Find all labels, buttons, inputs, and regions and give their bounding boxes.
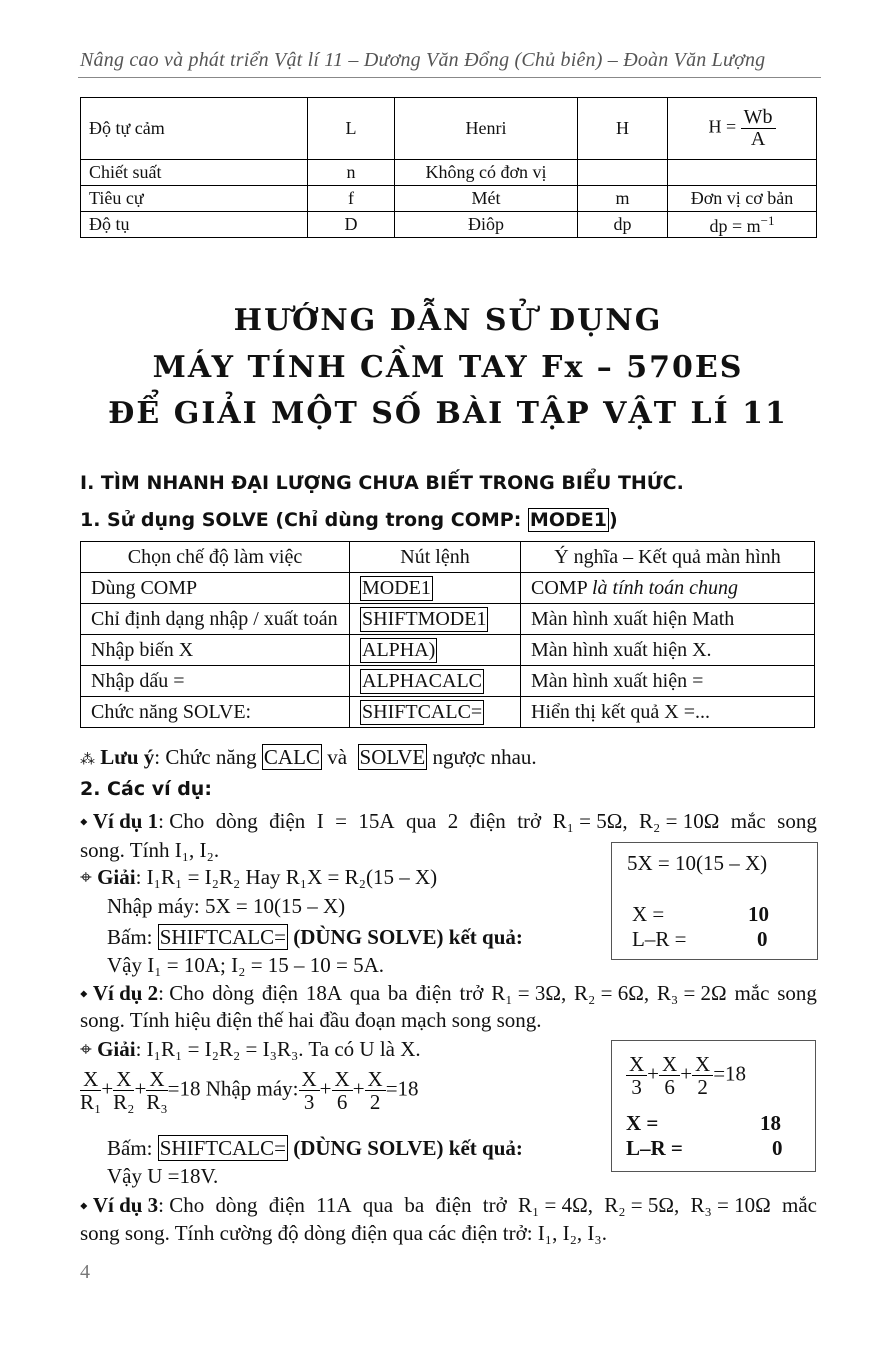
table-cell: Độ tự cảm <box>81 98 308 160</box>
word: = <box>335 809 347 833</box>
screen-lr-value: 0 <box>757 927 768 951</box>
example-label-text: Ví dụ 3 <box>92 1193 159 1217</box>
result-text: Màn hình xuất hiện X. <box>531 638 712 661</box>
denominator: R₂ <box>113 1090 135 1115</box>
numerator: X <box>626 1053 647 1076</box>
numerator: X <box>80 1068 101 1091</box>
numerator: X <box>113 1068 134 1091</box>
column-header: Nút lệnh <box>350 542 521 573</box>
key-cell <box>350 635 521 666</box>
word: qua <box>405 809 437 833</box>
example-2-line-2: song. Tính hiệu điện thế hai đầu đoạn mạch song song. <box>80 1008 542 1032</box>
fraction <box>741 107 776 150</box>
fraction <box>80 1068 101 1113</box>
press-text: (DÙNG SOLVE) kết quả: <box>287 925 523 949</box>
solution-label: Giải <box>97 865 136 889</box>
table-header-row <box>81 542 815 573</box>
word: 2 <box>447 809 459 833</box>
mode-cell: Chức năng SOLVE: <box>81 697 350 728</box>
screen-expression <box>626 1053 746 1098</box>
header-divider <box>78 77 821 78</box>
word: mắc <box>734 981 770 1005</box>
fraction <box>113 1068 134 1113</box>
example-2-solution <box>80 1039 421 1060</box>
word: dòng <box>215 1193 258 1217</box>
table-cell <box>668 212 817 238</box>
key-sequence: SHIFTMODE1 <box>362 607 487 630</box>
asterism-icon: ⁂ <box>80 752 95 768</box>
calculator-screen-2 <box>611 1040 816 1172</box>
word: dòng <box>215 809 258 833</box>
example-1-line-1 <box>80 811 817 832</box>
result-cell <box>521 635 815 666</box>
word: R₁ = 4Ω, <box>517 1193 593 1217</box>
result-italic: là tính toán chung <box>591 576 739 599</box>
example-1-result: Vậy I₁ = 10A; I₂ = 15 – 10 = 5A. <box>107 953 385 977</box>
word: R₂ = 6Ω, <box>574 981 650 1005</box>
screen-expression: 5X = 10(15 – X) <box>627 851 768 875</box>
word: điện <box>268 1193 305 1217</box>
input-label: Nhập máy: <box>200 1076 299 1101</box>
word: điện <box>469 809 506 833</box>
table-cell: H <box>578 98 668 160</box>
example-3-line-2: song song. Tính cường độ dòng điện qua các điện trở: I₁, I₂, I₃. <box>80 1221 607 1245</box>
word: 15A <box>358 809 395 833</box>
table-row <box>81 666 815 697</box>
equals-rhs: =18 <box>167 1076 201 1101</box>
example-label-text: Ví dụ 2 <box>92 981 159 1005</box>
fraction <box>692 1053 713 1098</box>
fraction <box>626 1053 647 1098</box>
page-number: 4 <box>80 1261 90 1283</box>
table-cell: L <box>308 98 395 160</box>
table-cell: n <box>308 160 395 186</box>
word: : Cho <box>158 809 205 833</box>
plus-sign: + <box>319 1076 332 1101</box>
denominator: R₁ <box>80 1090 102 1115</box>
example-label-text: Ví dụ 1 <box>92 809 159 833</box>
table-row <box>81 573 815 604</box>
table-cell: dp <box>578 212 668 238</box>
key-cell <box>350 604 521 635</box>
screen-lr-label: L–R = <box>632 927 687 951</box>
word: qua <box>349 981 381 1005</box>
solution-label: Giải <box>97 1037 136 1061</box>
numerator: X <box>146 1068 167 1091</box>
screen-x-value: 10 <box>748 902 769 926</box>
key-sequence: SHIFTCALC= <box>362 700 483 723</box>
table-cell: Đơn vị cơ bản <box>668 186 817 212</box>
screen-x-label: X = <box>626 1111 659 1135</box>
word: song <box>777 809 817 833</box>
title-line-1: HƯỚNG DẪN SỬ DỤNG <box>233 303 663 338</box>
plus-sign: + <box>647 1061 660 1086</box>
title-line-3: ĐỂ GIẢI MỘT SỐ BÀI TẬP VẬT LÍ 11 <box>108 396 788 431</box>
key-cell <box>350 666 521 697</box>
key-cell <box>350 573 521 604</box>
word: ba <box>404 1193 425 1217</box>
section-heading: I. TÌM NHANH ĐẠI LƯỢNG CHƯA BIẾT TRONG BIỂU THỨC. <box>80 472 684 494</box>
screen-x-value: 18 <box>760 1111 781 1135</box>
diamond-icon: ⬩ <box>80 1193 93 1217</box>
fraction <box>365 1068 386 1113</box>
mode-cell: Dùng COMP <box>81 573 350 604</box>
key-sequence: ALPHACALC <box>362 669 483 692</box>
table-cell: Tiêu cự <box>81 186 308 212</box>
result-cell <box>521 697 815 728</box>
running-header: Nâng cao và phát triển Vật lí 11 – Dương Văn Đổng (Chủ biên) – Đoàn Văn Lượng <box>80 49 766 71</box>
table-row <box>81 697 815 728</box>
table-cell <box>668 160 817 186</box>
word: điện <box>261 981 299 1005</box>
example-2-press <box>107 1135 523 1161</box>
table-row <box>81 160 817 186</box>
column-header: Ý nghĩa – Kết quả màn hình <box>521 542 815 573</box>
numerator: X <box>332 1068 353 1091</box>
key-calc: CALC <box>263 745 320 769</box>
denominator: 3 <box>631 1075 642 1100</box>
key-shift-calc-equals: SHIFTCALC= <box>159 925 286 949</box>
calculator-screen-1 <box>611 842 818 960</box>
key-mode1: MODE1 <box>529 509 607 531</box>
numerator: X <box>692 1053 713 1076</box>
plus-sign: + <box>134 1076 147 1101</box>
table-row <box>81 635 815 666</box>
word: : Cho <box>158 981 205 1005</box>
word: điện <box>269 809 306 833</box>
table-cell: Chiết suất <box>81 160 308 186</box>
denominator: 3 <box>303 1090 315 1115</box>
table-cell: Mét <box>395 186 578 212</box>
table-cell: Không có đơn vị <box>395 160 578 186</box>
word: dòng <box>212 981 255 1005</box>
table-cell: Điôp <box>395 212 578 238</box>
key-cell <box>350 697 521 728</box>
example-label <box>80 1195 204 1216</box>
numerator: X <box>659 1053 680 1076</box>
subsection-heading <box>80 511 618 530</box>
denominator: 6 <box>336 1090 348 1115</box>
crosshair-icon: ⌖ <box>80 1037 92 1061</box>
word: qua <box>362 1193 394 1217</box>
example-label <box>80 983 204 1004</box>
example-2-equation <box>80 1068 419 1113</box>
word: điện <box>435 1193 472 1217</box>
press-label: Bấm: <box>107 925 158 949</box>
equals-rhs: =18 <box>713 1061 747 1086</box>
key-sequence: MODE1 <box>362 576 431 599</box>
word: 18A <box>305 981 342 1005</box>
word: điện <box>415 981 452 1005</box>
fraction <box>659 1053 680 1098</box>
word: R₁ = 3Ω, <box>491 981 567 1005</box>
diamond-icon: ⬩ <box>80 981 93 1005</box>
denominator: 6 <box>664 1075 675 1100</box>
note-text: : Chức năng <box>154 745 262 769</box>
word: trở <box>482 1193 507 1217</box>
word: song <box>777 981 817 1005</box>
result-text: Hiển thị kết quả X =... <box>531 700 711 723</box>
word: R₃ = 2Ω <box>656 981 727 1005</box>
denominator: 2 <box>369 1090 381 1115</box>
word: I <box>316 809 324 833</box>
screen-lr-value: 0 <box>772 1136 783 1160</box>
plus-sign: + <box>352 1076 365 1101</box>
key-solve: SOLVE <box>359 745 426 769</box>
result-cell <box>521 666 815 697</box>
key-sequence: ALPHA) <box>362 638 436 661</box>
exponent: −1 <box>760 212 775 228</box>
note-line <box>80 744 537 770</box>
example-1-press <box>107 924 523 950</box>
word: R₁ = 5Ω, <box>552 809 628 833</box>
note-text: ngược nhau. <box>432 745 537 769</box>
solve-table <box>80 541 815 728</box>
word: 11A <box>316 1193 352 1217</box>
denominator: R₃ <box>146 1090 168 1115</box>
formula-lhs: H = <box>708 116 741 137</box>
numerator: X <box>299 1068 320 1091</box>
example-2-line-1 <box>80 983 817 1004</box>
title-line-2: MÁY TÍNH CẦM TAY Fx – 570ES <box>152 350 744 385</box>
word: : Cho <box>158 1193 205 1217</box>
note-label: Lưu ý <box>100 745 155 769</box>
heading-text: ) <box>608 509 618 531</box>
result-cell <box>521 604 815 635</box>
example-1-solution <box>80 867 437 888</box>
key-shift-calc-equals: SHIFTCALC= <box>159 1136 286 1160</box>
word: trở <box>459 981 484 1005</box>
example-1-input: Nhập máy: 5X = 10(15 – X) <box>107 894 346 918</box>
numerator: Wb <box>741 107 776 129</box>
table-cell: m <box>578 186 668 212</box>
heading-text: 1. Sử dụng SOLVE (Chỉ dùng trong COMP: <box>80 509 528 531</box>
examples-heading: 2. Các ví dụ: <box>80 778 212 800</box>
table-cell: D <box>308 212 395 238</box>
diamond-icon: ⬩ <box>80 809 93 833</box>
mode-cell: Nhập biến X <box>81 635 350 666</box>
screen-lr-label: L–R = <box>626 1136 683 1160</box>
table-row <box>81 186 817 212</box>
crosshair-icon: ⌖ <box>80 865 92 889</box>
example-label <box>80 811 204 832</box>
solution-text: : I₁R₁ = I₂R₂ Hay R₁X = R₂(15 – X) <box>135 865 438 889</box>
table-row <box>81 212 817 238</box>
column-header: Chọn chế độ làm việc <box>81 542 350 573</box>
mode-cell: Nhập dấu = <box>81 666 350 697</box>
plus-sign: + <box>101 1076 114 1101</box>
word: trở <box>517 809 542 833</box>
table-row <box>81 98 817 160</box>
fraction <box>146 1068 167 1113</box>
example-2-result: Vậy U =18V. <box>107 1164 219 1188</box>
result-cell <box>521 573 815 604</box>
table-cell <box>578 160 668 186</box>
table-cell: f <box>308 186 395 212</box>
formula: dp = m <box>709 215 761 236</box>
example-3-line-1 <box>80 1195 817 1216</box>
plus-sign: + <box>680 1061 693 1086</box>
example-1-line-2: song. Tính I₁, I₂. <box>80 838 220 862</box>
note-text: và <box>321 745 353 769</box>
press-label: Bấm: <box>107 1136 158 1160</box>
result-text: Màn hình xuất hiện = <box>531 669 704 692</box>
units-table <box>80 97 817 238</box>
numerator: X <box>365 1068 386 1091</box>
press-text: (DÙNG SOLVE) kết quả: <box>287 1136 523 1160</box>
word: R₃ = 10Ω <box>690 1193 771 1217</box>
table-cell <box>668 98 817 160</box>
denominator: 2 <box>697 1075 708 1100</box>
word: R₂ = 5Ω, <box>604 1193 680 1217</box>
fraction <box>299 1068 320 1113</box>
denominator: A <box>750 128 766 150</box>
word: mắc <box>730 809 766 833</box>
result-text: COMP <box>531 576 592 599</box>
table-row <box>81 604 815 635</box>
word: mắc <box>781 1193 817 1217</box>
equals-rhs: =18 <box>385 1076 419 1101</box>
table-cell: Độ tụ <box>81 212 308 238</box>
word: R₂ = 10Ω <box>639 809 720 833</box>
mode-cell: Chỉ định dạng nhập / xuất toán <box>81 604 350 635</box>
fraction <box>332 1068 353 1113</box>
word: ba <box>387 981 408 1005</box>
result-text: Màn hình xuất hiện Math <box>531 607 735 630</box>
screen-x-label: X = <box>632 902 665 926</box>
solution-text: : I₁R₁ = I₂R₂ = I₃R₃. Ta có U là X. <box>135 1037 421 1061</box>
table-cell: Henri <box>395 98 578 160</box>
